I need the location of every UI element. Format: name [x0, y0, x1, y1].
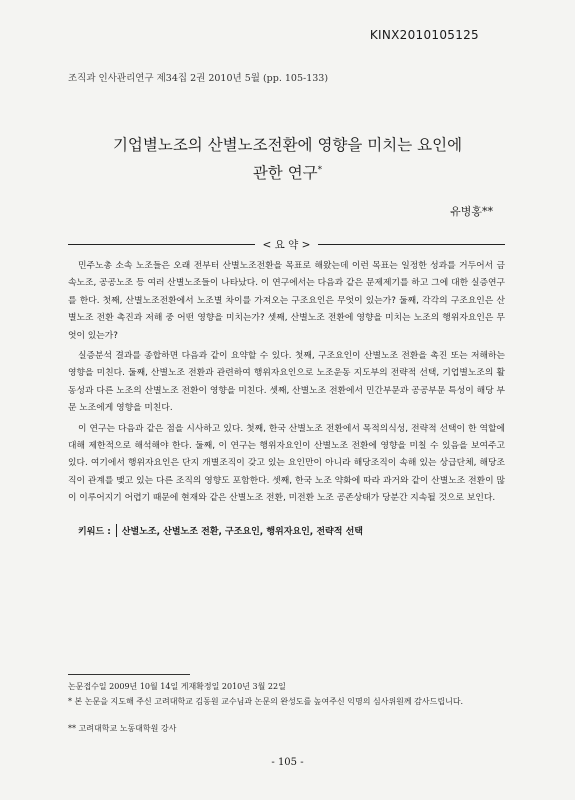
document-id: KINX2010105125 — [369, 28, 479, 42]
author-name: 유병홍** — [450, 205, 493, 218]
abstract-paragraph-1: 민주노총 소속 노조들은 오래 전부터 산별노조전환을 목표로 해왔는데 이런 목표는 일정한 성과를 거두어서 금속노조, 공공노조 등 여러 산별노조들이 나타났다. 이 연구에서는 다음과 같은 문제제기를 하고 그에 대한 실증연구를 한다. 첫째, 산별노조전환에서 노조별 차이를 가져오는 구조요인은 무엇이 있는가? 둘째, 각각의 구조요인은 산별노조 전환 촉진과 저해 중 어떤 영향을 미치는가? 셋째, 산별노조 전환에 영향을 미치는 노조의 행위자요인은 무엇이 있는가? — [68, 261, 505, 341]
title-line-2 — [0, 158, 575, 186]
footnotes — [68, 680, 508, 737]
page-number: - 105 - — [271, 757, 304, 768]
keywords-label: 키워드 : — [78, 524, 117, 537]
footnote-author-affiliation: ** 고려대학교 노동대학원 강사 — [68, 724, 177, 733]
paper-title — [0, 133, 575, 186]
footnote-acknowledgement: * 본 논문을 지도해 주신 고려대학교 김동원 교수님과 논문의 완성도를 높여주신 익명의 심사위원께 감사드립니다. — [68, 697, 464, 706]
keywords-text: 산별노조, 산별노조 전환, 구조요인, 행위자요인, 전략적 선택 — [121, 527, 363, 537]
abstract-body — [68, 258, 505, 511]
title-footnote-mark: * — [317, 165, 323, 175]
title-line-1: 기업별노조의 산별노조전환에 영향을 미치는 요인에 — [112, 136, 463, 154]
journal-header: 조직과 인사관리연구 제34집 2권 2010년 5월 (pp. 105-133) — [68, 73, 329, 84]
abstract-rule-right — [318, 244, 505, 245]
abstract-rule-left — [68, 244, 255, 245]
abstract-heading-label: < 요 약 > — [262, 238, 311, 251]
abstract-paragraph-3: 이 연구는 다음과 같은 점을 시사하고 있다. 첫째, 한국 산별노조 전환에서 목적의식성, 전략적 선택이 한 역할에 대해 제한적으로 해석해야 한다. 둘째, 이 연구는 행위자요인이 산별노조 전환에 영향을 미칠 수 있음을 보여주고 있다. 여기에서 행위자요인은 단지 개별조직이 갖고 있는 요인만이 아니라 해당조직이 속해 있는 상급단체, 해당조직이 관계를 맺고 있는 다른 조직의 영향도 포함한다. 셋째, 한국 노조 약화에 따라 과거와 같이 산별노조 전환이 많이 이루어지기 어렵기 때문에 현재와 같은 산별노조 전환, 미전환 노조 공존상태가 당분간 지속될 것으로 보인다. — [68, 423, 505, 504]
abstract-paragraph-2: 실증분석 결과를 종합하면 다음과 같이 요약할 수 있다. 첫째, 구조요인이 산별노조 전환을 촉진 또는 저해하는 영향을 미친다. 둘째, 산별노조 전환과 관련하여 행위자요인으로 노조운동 지도부의 전략적 선택, 기업별노조의 활동성과 다른 노조의 산별노조 전환이 영향을 미친다. 셋째, 산별노조 전환에서 민간부문과 공공부문 특성이 해당 부문 노조에게 영향을 미친다. — [68, 351, 505, 414]
abstract-heading — [68, 236, 505, 252]
keywords — [78, 524, 518, 537]
footnote-divider — [68, 674, 190, 675]
footnote-dates: 논문접수일 2009년 10월 14일 게재확정일 2010년 3월 22일 — [68, 682, 286, 691]
title-line-2-text: 관한 연구 — [252, 164, 318, 183]
